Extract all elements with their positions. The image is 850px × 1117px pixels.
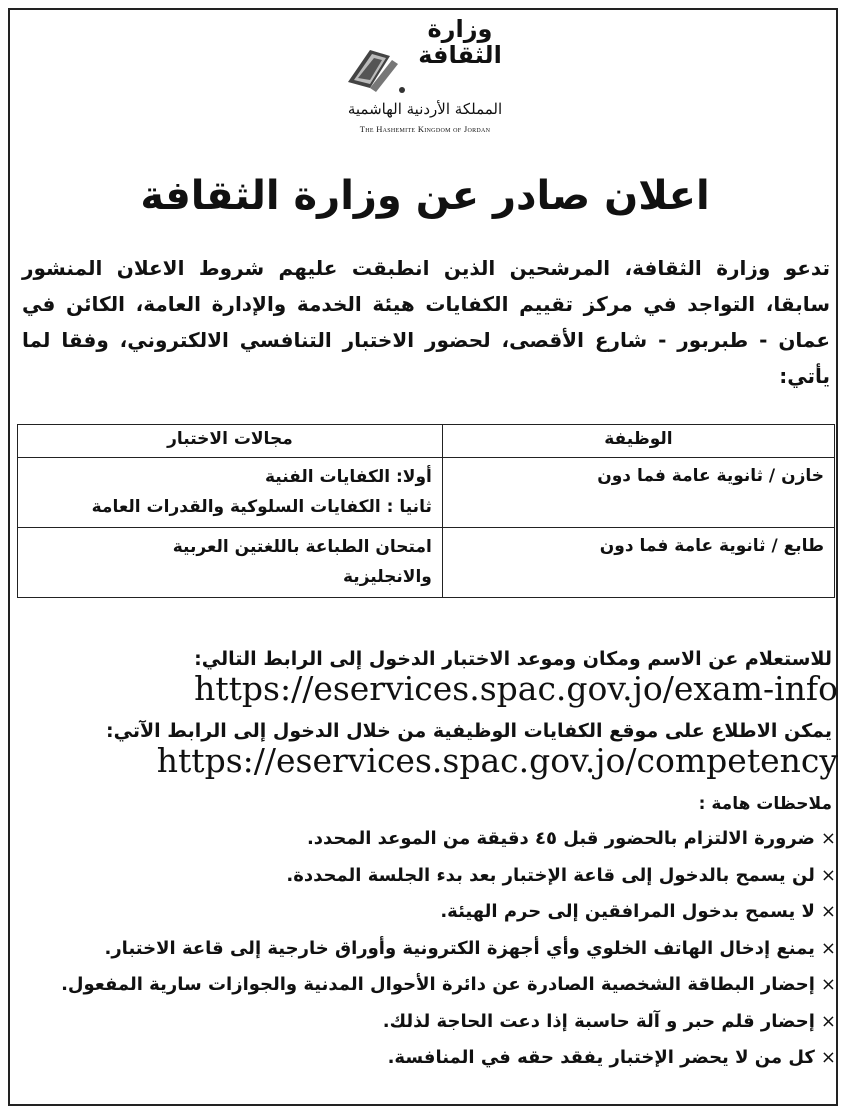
bullet-icon: × <box>820 937 836 959</box>
test-field-line: والانجليزية <box>343 567 432 587</box>
list-item <box>20 1011 836 1048</box>
announcement-headline: اعلان صادر عن وزارة الثقافة <box>140 173 710 219</box>
jobs-table <box>17 424 835 598</box>
list-item <box>20 865 836 902</box>
note-text: كل من لا يحضر الإختبار يفقد حقه في المنافسة. <box>387 1047 815 1068</box>
table-row <box>18 458 835 528</box>
exam-info-link[interactable]: https://eservices.spac.gov.jo/exam-info <box>194 669 838 708</box>
competency-link[interactable]: https://eservices.spac.gov.jo/competency <box>156 741 838 780</box>
note-text: إحضار البطاقة الشخصية الصادرة عن دائرة الأحوال المدنية والجوازات سارية المفعول. <box>61 974 815 995</box>
job-title-cell: خازن / ثانوية عامة فما دون <box>442 458 834 528</box>
list-item <box>20 938 836 975</box>
intro-paragraph: تدعو وزارة الثقافة، المرشحين الذين انطبقت عليهم شروط الاعلان المنشور سابقا، التواجد في مركز تقييم الكفايات هيئة الخدمة والإدارة العامة، الكائن في عمان - طبربور - شارع الأقصى، لحضور الاختبار التنافسي الالكتروني، وفقا لما يأتي: <box>22 256 830 388</box>
notes-list <box>20 828 836 1084</box>
job-title-cell: طابع / ثانوية عامة فما دون <box>442 528 834 598</box>
notes-title: ملاحظات هامة : <box>698 794 832 814</box>
bullet-icon: × <box>820 864 836 886</box>
list-item <box>20 1047 836 1084</box>
kingdom-name-english: The Hashemite Kingdom of Jordan <box>359 124 491 134</box>
bullet-icon: × <box>820 901 836 922</box>
note-text: لن يسمح بالدخول إلى قاعة الإختبار بعد بدء الجلسة المحددة. <box>286 864 815 886</box>
job-column-header: الوظيفة <box>442 425 834 458</box>
inquiry-text: للاستعلام عن الاسم ومكان وموعد الاختبار الدخول إلى الرابط التالي: <box>194 648 832 670</box>
bullet-icon: × <box>820 1047 836 1068</box>
note-text: إحضار قلم حبر و آلة حاسبة إذا دعت الحاجة لذلك. <box>382 1010 815 1032</box>
test-field-line: أولا: الكفايات الفنية <box>264 467 432 487</box>
test-field-line: امتحان الطباعة باللغتين العربية <box>172 537 432 557</box>
bullet-icon: × <box>820 828 836 849</box>
competency-text: يمكن الاطلاع على موقع الكفايات الوظيفية من خلال الدخول إلى الرابط الآتي: <box>106 720 832 742</box>
table-row <box>18 528 835 598</box>
list-item <box>20 974 836 1011</box>
test-fields-cell <box>18 528 443 598</box>
bullet-icon: × <box>820 1010 836 1032</box>
table-header-row <box>18 425 835 458</box>
test-field-line: ثانيا : الكفايات السلوكية والقدرات العامة <box>91 497 432 517</box>
list-item <box>20 828 836 865</box>
test-fields-cell <box>18 458 443 528</box>
list-item <box>20 901 836 938</box>
ministry-logo <box>340 16 520 148</box>
note-text: ضرورة الالتزام بالحضور قبل ٤٥ دقيقة من الموعد المحدد. <box>306 828 815 849</box>
ministry-name: وزارة الثقافة <box>418 15 502 69</box>
note-text: يمنع إدخال الهاتف الخلوي وأي أجهزة الكترونية وأوراق خارجية إلى قاعة الاختبار. <box>104 937 815 959</box>
kingdom-name-arabic: المملكة الأردنية الهاشمية <box>347 100 503 118</box>
bullet-icon: × <box>820 974 836 995</box>
fields-column-header: مجالات الاختبار <box>18 425 443 458</box>
note-text: لا يسمح بدخول المرافقين إلى حرم الهيئة. <box>440 901 815 922</box>
